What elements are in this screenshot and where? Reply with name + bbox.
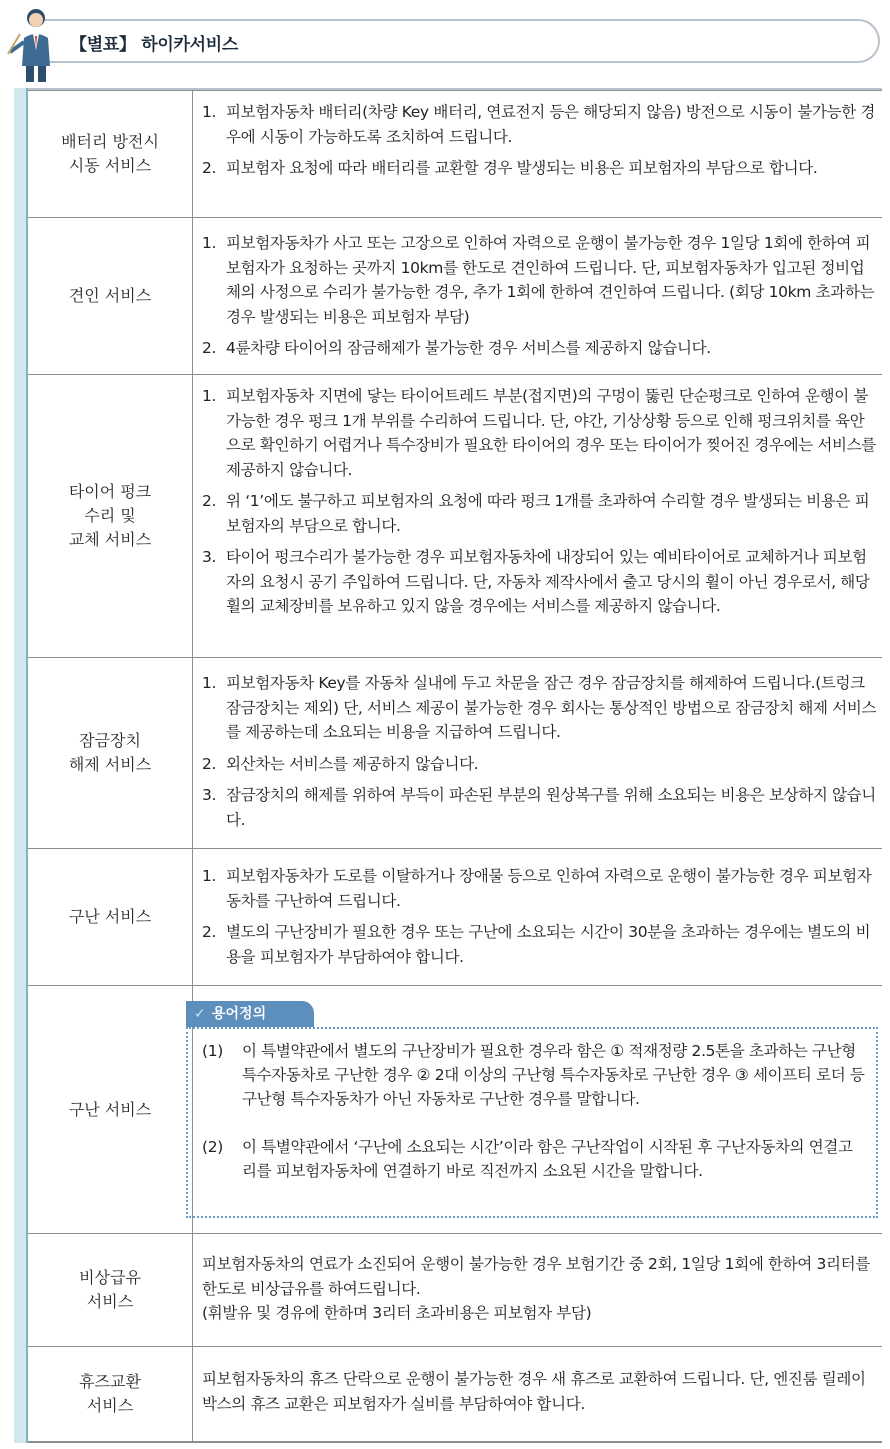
page-title: 【별표】 하이카서비스: [70, 35, 238, 55]
table-accent-bar: [14, 88, 26, 1443]
term-definition-tag: ✓ 용어정의: [186, 1001, 314, 1027]
table-row-fuse: [28, 1346, 882, 1443]
table-row-rescue: [28, 848, 882, 985]
row-label: 배터리 방전시 시동 서비스: [28, 91, 193, 217]
row-content: 피보험자동차의 휴즈 단락으로 운행이 불가능한 경우 새 휴즈로 교환하여 드립니다. 단, 엔진룸 릴레이박스의 휴즈 교환은 피보험자가 실비를 부담하여야 합니다.: [202, 1370, 866, 1413]
row-content: [202, 671, 878, 839]
list-item: 2. 별도의 구난장비가 필요한 경우 또는 구난에 소요되는 시간이 30분을 초과하는 경우에는 별도의 비용을 피보험자가 부담하여야 합니다.: [202, 923, 871, 966]
row-label: 구난 서비스: [28, 849, 193, 985]
table-row-battery: [28, 90, 882, 217]
table-row-towing: [28, 217, 882, 374]
list-item: 2. 4륜차량 타이어의 잠금해제가 불가능한 경우 서비스를 제공하지 않습니다.: [202, 339, 711, 357]
row-content: [202, 864, 878, 976]
row-content: 피보험자동차의 연료가 소진되어 운행이 불가능한 경우 보험기간 중 2회, 1일당 1회에 한하여 3리터를 한도로 비상급유를 하여드립니다. (휘발유 및 경유에 한하며 3리터 초과비용은 피보험자 부담): [202, 1255, 870, 1322]
list-item: 2. 위 ‘1’에도 불구하고 피보험자의 요청에 따라 펑크 1개를 초과하여 수리할 경우 발생되는 비용은 피보험자의 부담으로 합니다.: [202, 492, 870, 535]
table-row-tire: [28, 374, 882, 657]
row-label: 타이어 펑크 수리 및 교체 서비스: [28, 375, 193, 657]
term-item: (1) 이 특별약관에서 별도의 구난장비가 필요한 경우라 함은 ① 적재정량 2.5톤을 초과하는 구난형 특수자동차로 구난한 경우 ② 2대 이상의 구난형 특수자동차로 구난한 경우 ③ 세이프티 로더 등 구난형 특수자동차가 아닌 자동차로 구난한 경우를 말합니다.: [202, 1042, 865, 1108]
check-icon: ✓: [194, 1006, 206, 1022]
table-row-fuel: [28, 1233, 882, 1346]
row-label: 잠금장치 해제 서비스: [28, 658, 193, 848]
row-label: 견인 서비스: [28, 218, 193, 374]
list-item: 2. 외산차는 서비스를 제공하지 않습니다.: [202, 754, 479, 773]
row-content: [202, 231, 878, 368]
term-item: (2) 이 특별약관에서 ‘구난에 소요되는 시간’이라 함은 구난작업이 시작된 후 구난자동차의 연결고리를 피보험자동차에 연결하기 바로 직전까지 소요된 시간을 말합니다.: [202, 1138, 853, 1180]
row-label: 구난 서비스: [28, 986, 193, 1233]
list-item: 2. 피보험자 요청에 따라 배터리를 교환할 경우 발생되는 비용은 피보험자의 부담으로 합니다.: [202, 159, 818, 177]
list-item: 1. 피보험자동차가 사고 또는 고장으로 인하여 자력으로 운행이 불가능한 경우 1일당 1회에 한하여 피보험자가 요청하는 곳까지 10km를 한도로 견인하여 드립니다. 단, 피보험자동차가 입고된 정비업체의 사정으로 수리가 불가능한 경우, 추가 1회에 한하여 견인하여 드립니다. (회당 10km 초과하는 경우 발생되는 비용은 피보험자 부담): [202, 234, 875, 326]
row-label: 비상급유 서비스: [28, 1234, 193, 1346]
list-item: 3. 잠금장치의 해제를 위하여 부득이 파손된 부분의 원상복구를 위해 소요되는 비용은 보상하지 않습니다.: [202, 786, 876, 829]
row-label: 휴즈교환 서비스: [28, 1347, 193, 1441]
row-content: [202, 100, 878, 188]
presenter-mascot-icon: [6, 4, 60, 90]
table-row-lock: [28, 657, 882, 848]
list-item: 1. 피보험자동차 Key를 자동차 실내에 두고 차문을 잠근 경우 잠금장치를 해제하여 드립니다.(트렁크 잠금장치는 제외) 단, 서비스 제공이 불가능한 경우 회사는 통상적인 방법으로 잠금장치 해제 서비스를 제공하는데 소요되는 비용을 지급하여 드립니다.: [202, 674, 877, 741]
list-item: 1. 피보험자동차 지면에 닿는 타이어트레드 부분(접지면)의 구멍이 뚫린 단순펑크로 인하여 운행이 불가능한 경우 펑크 1개 부위를 수리하여 드립니다. 단, 야간, 기상상황 등으로 인해 펑크위치를 육안으로 확인하기 어렵거나 특수장비가 필요한 타이어의 경우 또는 타이어가 찢어진 경우에는 서비스를 제공하지 않습니다.: [202, 387, 876, 479]
list-item: 1. 피보험자동차 배터리(차량 Key 배터리, 연료전지 등은 해당되지 않음) 방전으로 시동이 불가능한 경우에 시동이 가능하도록 조치하여 드립니다.: [202, 103, 876, 146]
term-definition-box: [186, 1027, 878, 1218]
list-item: 1. 피보험자동차가 도로를 이탈하거나 장애물 등으로 인하여 자력으로 운행이 불가능한 경우 피보험자동차를 구난하여 드립니다.: [202, 867, 872, 910]
row-content: [202, 384, 878, 626]
list-item: 3. 타이어 펑크수리가 불가능한 경우 피보험자동차에 내장되어 있는 예비타이어로 교체하거나 피보험자의 요청시 공기 주입하여 드립니다. 단, 자동차 제작사에서 출고 당시의 휠이 아닌 경우로서, 해당 휠의 교체장비를 보유하고 있지 않을 경우에는 서비스를 제공하지 않습니다.: [202, 548, 870, 615]
